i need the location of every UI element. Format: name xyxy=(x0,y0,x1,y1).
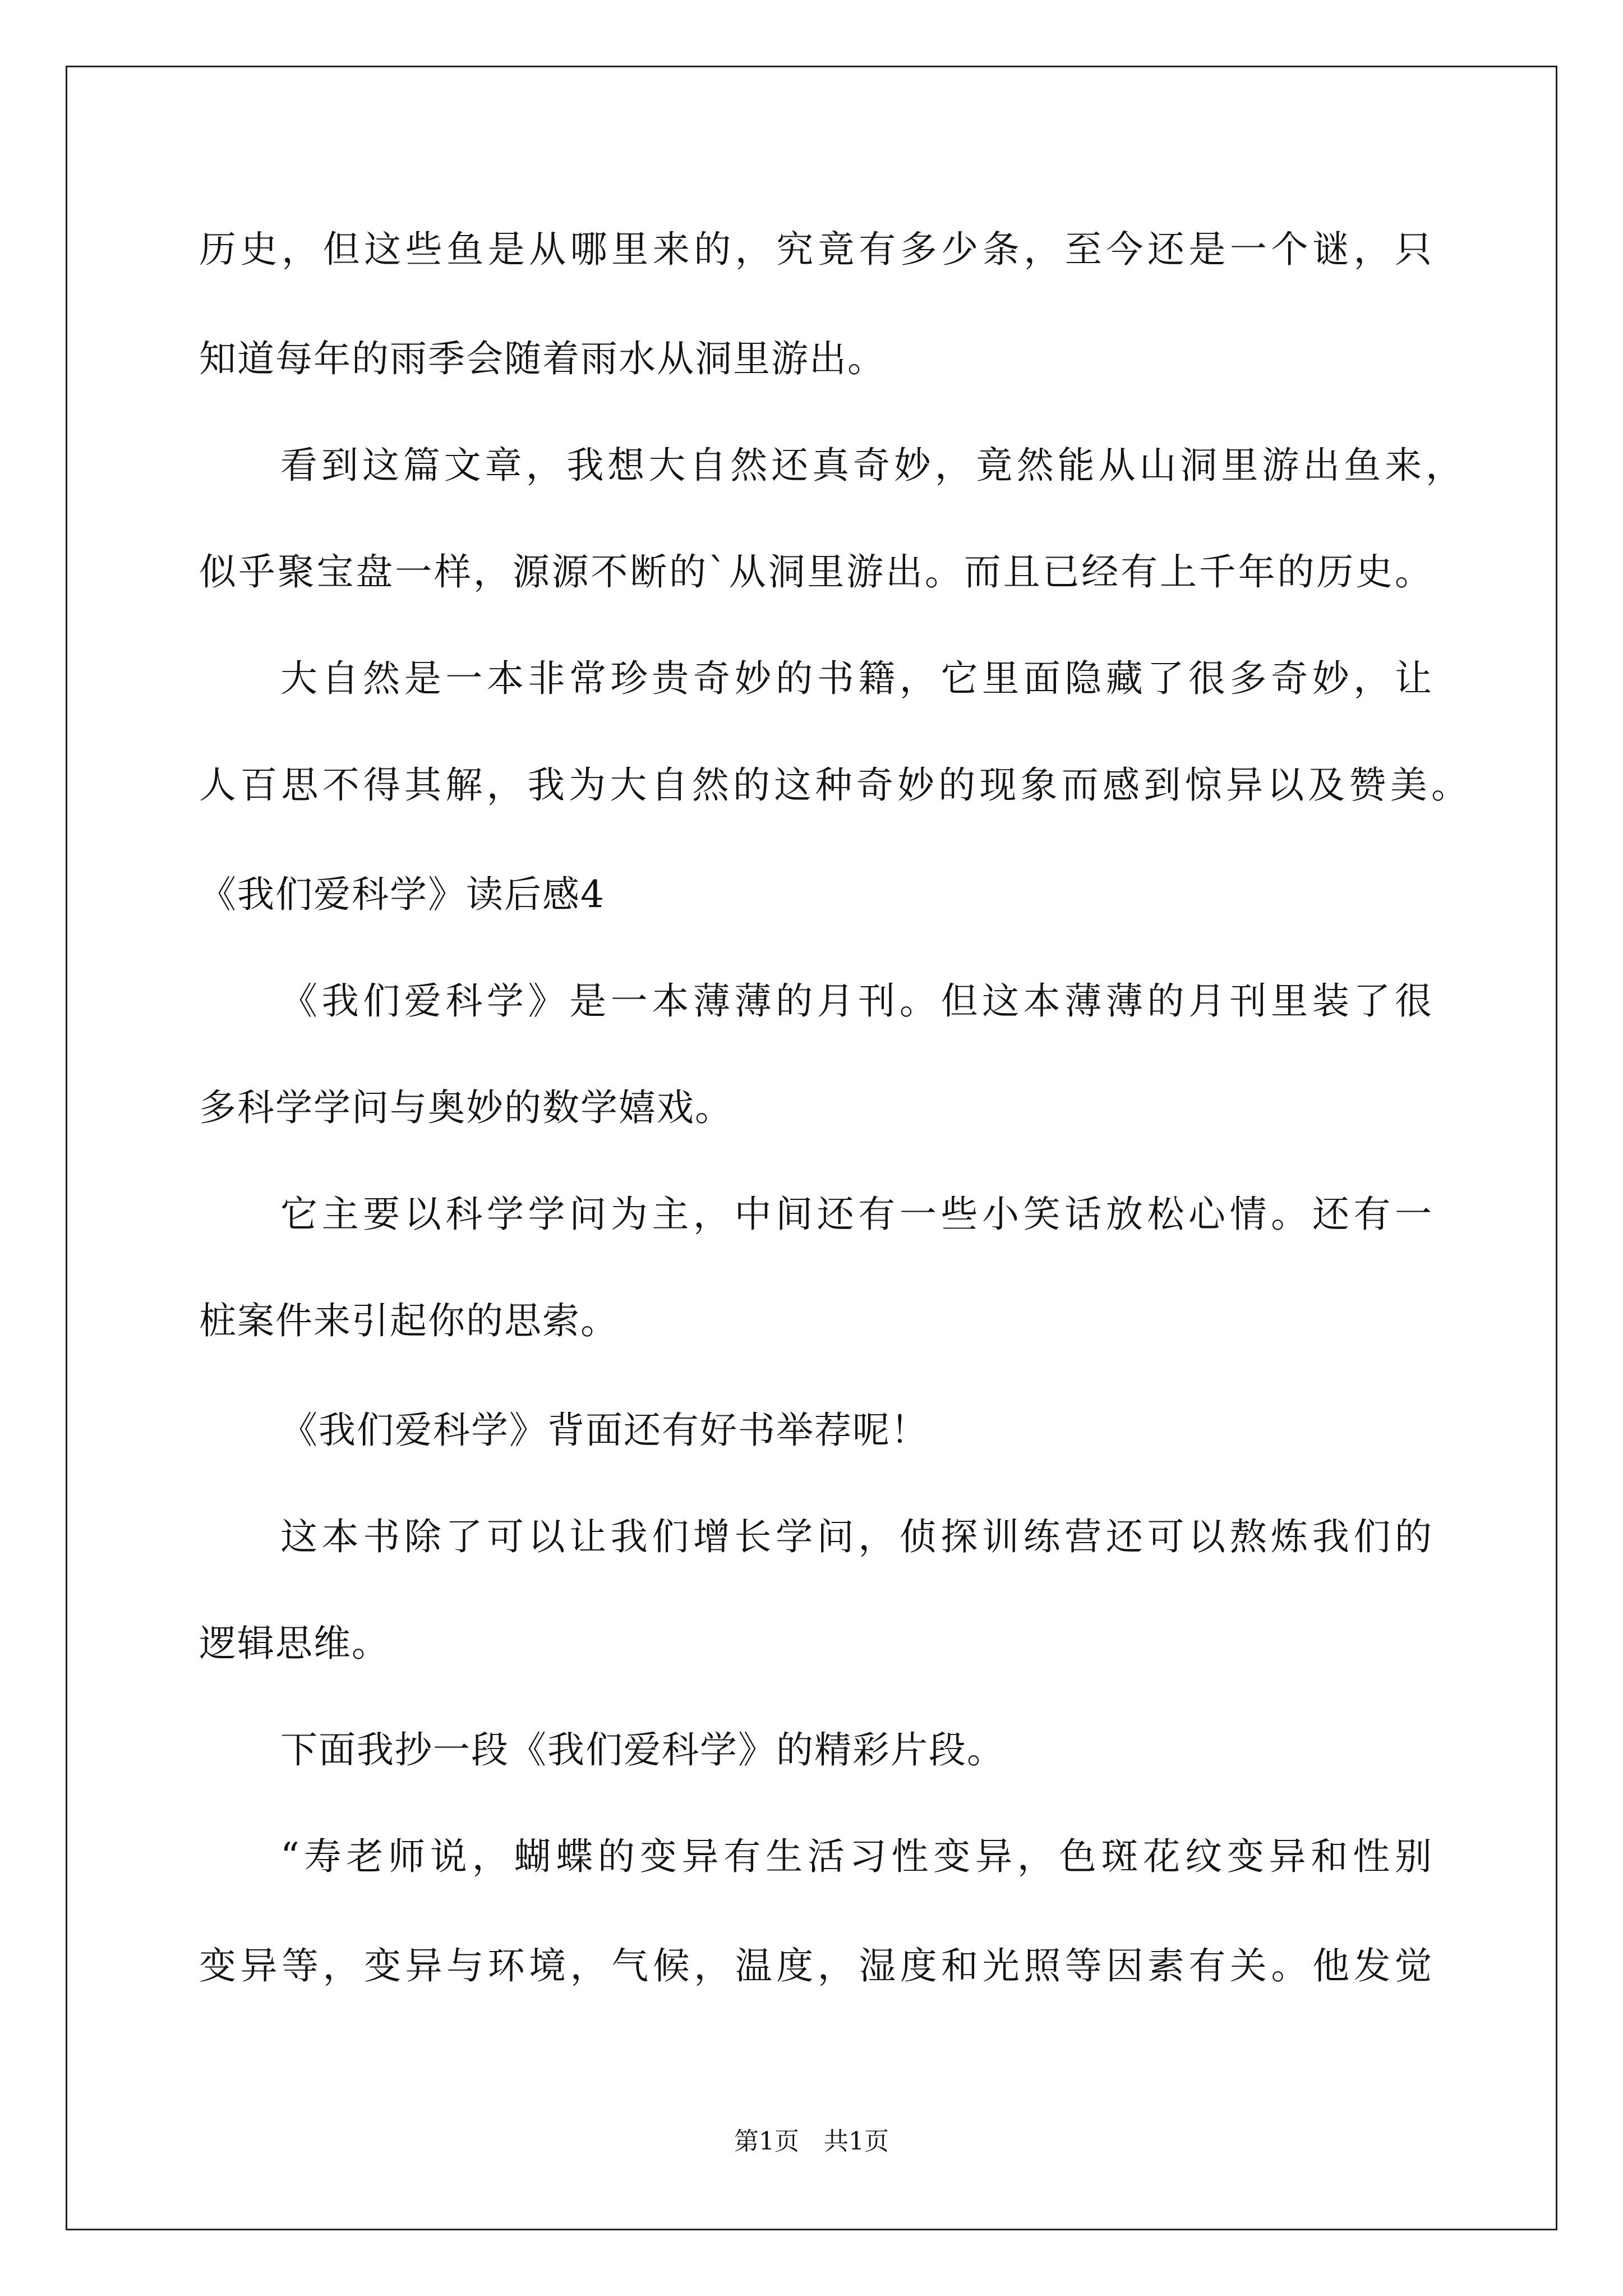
page-border xyxy=(66,66,1557,2230)
text-line-13: 这本书除了可以让我们增长学问，侦探训练营还可以熬炼我们的 xyxy=(280,1515,1433,1558)
text-line-8: 《我们爱科学》是一本薄薄的月刊。但这本薄薄的月刊里装了很 xyxy=(280,979,1433,1023)
text-line-15: 下面我抄一段《我们爱科学》的精彩片段。 xyxy=(280,1728,1005,1772)
page-number-footer: 第1页 共1页 xyxy=(734,2127,889,2156)
text-line-10: 它主要以科学学问为主，中间还有一些小笑话放松心情。还有一 xyxy=(280,1193,1433,1236)
text-line-5: 大自然是一本非常珍贵奇妙的书籍，它里面隐藏了很多奇妙，让 xyxy=(280,657,1433,700)
text-line-1: 历史，但这些鱼是从哪里来的，究竟有多少条，至今还是一个谜，只 xyxy=(199,228,1433,271)
text-line-16: “寿老师说，蝴蝶的变异有生活习性变异，色斑花纹变异和性别 xyxy=(280,1835,1433,1878)
text-line-2: 知道每年的雨季会随着雨水从洞里游出。 xyxy=(199,337,886,380)
text-line-14: 逻辑思维。 xyxy=(199,1622,390,1665)
text-line-6: 人百思不得其解，我为大自然的这种奇妙的现象而感到惊异以及赞美。 xyxy=(199,763,1469,807)
text-line-4: 似乎聚宝盘一样，源源不断的`从洞里游出。而且已经有上千年的历史。 xyxy=(199,550,1433,593)
text-line-12: 《我们爱科学》背面还有好书举荐呢！ xyxy=(280,1409,929,1452)
section-heading: 《我们爱科学》读后感4 xyxy=(199,873,605,916)
text-line-17: 变异等，变异与环境，气候，温度，湿度和光照等因素有关。他发觉 xyxy=(199,1944,1433,1987)
text-line-11: 桩案件来引起你的思索。 xyxy=(199,1299,619,1342)
text-line-9: 多科学学问与奥妙的数学嬉戏。 xyxy=(199,1086,733,1129)
text-line-3: 看到这篇文章，我想大自然还真奇妙，竟然能从山洞里游出鱼来， xyxy=(280,444,1464,487)
